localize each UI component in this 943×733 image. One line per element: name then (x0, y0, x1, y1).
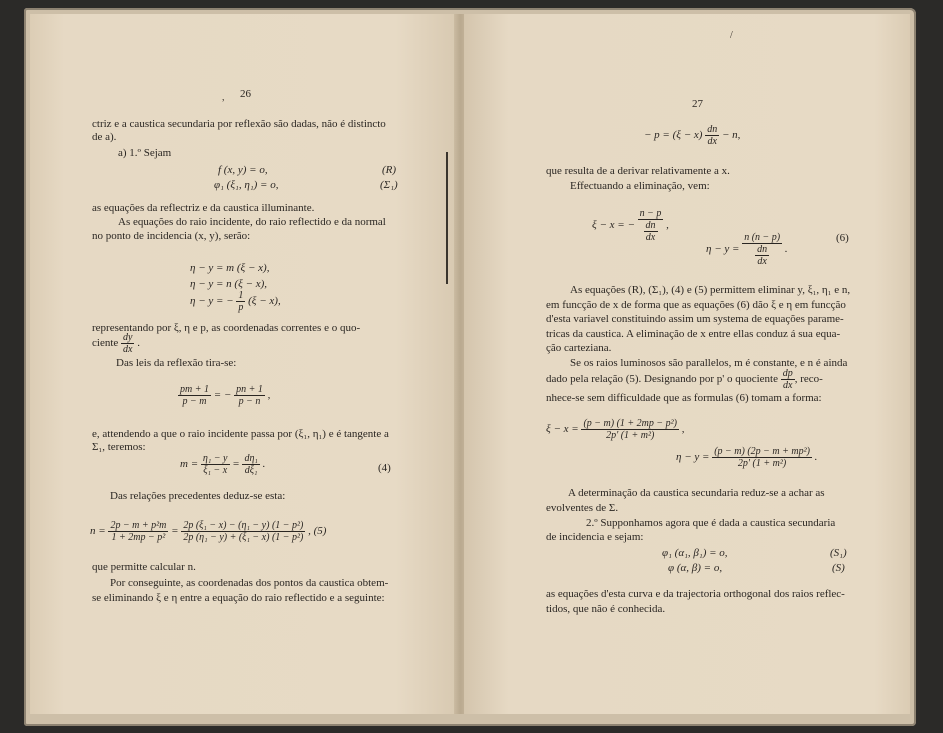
eq-m-den-2: dξ₁ (244, 465, 258, 476)
left-line-7: representando por ξ, η e p, as coordenadas correntes e o quo- (92, 322, 361, 334)
eq-6b-den-num: dn (757, 244, 768, 255)
eq-m-lhs: m = (180, 458, 199, 471)
eq-normal-den: p (238, 302, 244, 313)
left-line-8-text: ciente (92, 337, 119, 350)
eq-n (90, 520, 326, 543)
dydx-num: dy (123, 332, 133, 343)
eq-6b-den (742, 244, 782, 267)
eq-derivada-frac (705, 124, 719, 147)
eq-6a-frac (638, 208, 664, 243)
eq-m-frac-1 (201, 453, 230, 476)
eq-normal-num: 1 (238, 290, 244, 301)
eq-parallel-2-num: (p − m) (2p − m + mp²) (714, 446, 810, 457)
eq-n-eq: = (171, 525, 179, 538)
eq-n-frac-1 (108, 520, 168, 543)
eq-derivada-lhs: − p = (ξ − x) (644, 129, 703, 142)
eq-parallel-1-frac (581, 418, 679, 441)
eq-derivada-num: dn (707, 124, 718, 135)
eq-6a-den-den: dx (645, 232, 656, 243)
left-line-10: e, attendendo a que o raio incidente passa por (ξ₁, η₁) e é tangente a (92, 428, 389, 440)
left-line-5: As equações do raio incidente, do raio reflectido e da normal (118, 216, 386, 228)
left-line-6: no ponto de incidencia (x, y), serão: (92, 230, 251, 242)
eq-n-tag: , (5) (308, 525, 327, 538)
refl-num-2: pn + 1 (236, 384, 263, 395)
right-line-12: evolventes de Σ. (546, 502, 619, 514)
right-line-9-tail: , reco- (794, 373, 823, 386)
eq-normal-frac (236, 290, 245, 313)
eq-6b-num: n (n − p) (744, 232, 781, 243)
eq-n-lhs: n = (90, 525, 106, 538)
eq-m-eq: = (232, 458, 240, 471)
eq-n-num-2: 2p (ξ₁ − x) − (η₁ − y) (1 − p²) (183, 520, 304, 531)
dpdx-den: dx (783, 380, 793, 391)
left-line-14: Por conseguinte, as coordenadas dos pontos da caustica obtem- (110, 577, 389, 589)
refl-num-1: pm + 1 (180, 384, 209, 395)
eq-m: m = $\frac{\text{η₁ − y}}{\text{ξ₁ − x}}$ = $\frac{\text{dη₁}}{\text{dξ₁}}$ . (180, 453, 266, 476)
eq-6-tag: (6) (836, 232, 849, 244)
eq-parallel-2-lhs: η − y = (676, 451, 710, 464)
left-line-13: que permitte calcular n. (92, 561, 196, 573)
eq-parallel-1-den: 2p' (1 + m²) (606, 430, 655, 441)
eq-derivada-rhs: − n, (721, 129, 741, 142)
right-page-number: 27 (692, 98, 703, 110)
refl-frac-1 (178, 384, 211, 407)
eq-raio-incidente: η − y = m (ξ − x), (190, 262, 270, 274)
eq-caustica-tag: (Σ₁) (380, 179, 398, 191)
right-line-3: As equações (R), (Σ₁), (4) e (5) permittem eliminar y, ξ₁, η₁ e n, (570, 284, 851, 296)
eq-parallel-1-lhs: ξ − x = (546, 423, 579, 436)
left-line-4: as equações da reflectriz e da caustica illuminante. (92, 202, 315, 214)
eq-s1: φ₁ (α₁, β₁) = o, (662, 547, 728, 559)
speck: / (730, 30, 733, 41)
eq-m-num-1: η₁ − y (202, 453, 228, 464)
left-page-number: 26 (240, 88, 251, 100)
right-line-9-text: dado pela relação (5). Designando por p' o quociente (546, 373, 778, 386)
eq-6b-lhs: η − y = (706, 243, 740, 256)
eq-m-tag: (4) (378, 462, 391, 474)
right-line-1: que resulta de a derivar relativamente a x. (546, 165, 730, 177)
left-line-1: ctriz e a caustica secundaria por reflexão são dadas, não é distincto (92, 118, 386, 130)
right-line-8: Se os raios luminosos são parallelos, m é constante, e n é ainda (570, 357, 848, 369)
eq-6a-num: n − p (639, 208, 662, 219)
eq-reflectriz: f (x, y) = o, (218, 164, 268, 176)
right-line-15: as equações d'esta curva e da trajectoria orthogonal dos raios reflec- (546, 588, 845, 600)
eq-6a-den-num: dn (645, 220, 656, 231)
left-line-12: Das relações precedentes deduz-se esta: (110, 490, 286, 502)
eq-s1-tag: (S₁) (830, 547, 847, 559)
eq-parallel-2-den: 2p' (1 + m²) (737, 458, 787, 469)
eq-normal-rhs: (ξ − x), (248, 295, 281, 308)
right-line-16: tidos, que não é conhecida. (546, 603, 666, 615)
eq-6b-den-den: dx (757, 256, 767, 267)
refl-den-1: p − m (182, 396, 207, 407)
eq-n-frac-2 (181, 520, 305, 543)
eq-caustica: φ₁ (ξ₁, η₁) = o, (214, 179, 279, 191)
eq-6a: ξ − x = − n − p $\frac{dn}{dx}$ , (592, 208, 669, 243)
eq-parallel-1-num: (p − m) (1 + 2mp − p²) (583, 418, 677, 429)
speck: , (222, 92, 225, 103)
left-line-8: ciente $\frac{dy}{dx}$ . (92, 332, 140, 355)
refl-frac-2 (234, 384, 265, 407)
eq-normal (190, 290, 281, 313)
eq-s: φ (α, β) = o, (668, 562, 723, 574)
eq-reflexao: $\frac{pm + 1}{p - m}$ = − $\frac{pn + 1}{p - n}$ , (180, 384, 271, 407)
eq-m-den-1: ξ₁ − x (203, 465, 228, 476)
eq-6b-den-frac (755, 244, 769, 267)
dpdx-frac (781, 368, 795, 391)
eq-n-den-2: 2p (η₁ − y) + (ξ₁ − x) (1 − p²) (183, 532, 304, 543)
eq-raio-reflectido: η − y = n (ξ − x), (190, 278, 268, 290)
refl-den-2: p − n (238, 396, 261, 407)
eq-reflectriz-tag: (R) (382, 164, 397, 176)
eq-s-tag: (S) (832, 562, 845, 574)
right-line-2: Effectuando a eliminação, vem: (570, 180, 710, 192)
right-line-9 (546, 368, 823, 391)
right-line-10: nhece-se sem difficuldade que as formulas (6) tomam a forma: (546, 392, 822, 404)
eq-parallel-2-frac (712, 446, 812, 469)
eq-parallel-2: η − y = $\frac{\text{(p − m) (2p − m + mp²)}}{\text{2p' (1 + m²)}}$ . (676, 446, 818, 469)
left-line-3: a) 1.º Sejam (118, 147, 172, 159)
eq-normal-lhs: η − y = − (190, 295, 234, 308)
right-line-11: A determinação da caustica secundaria reduz-se a achar as (568, 487, 825, 499)
left-line-2: de a). (92, 131, 117, 143)
right-line-5: d'esta variavel constituindo assim um systema de equações parame- (546, 313, 844, 325)
left-line-9: Das leis da reflexão tira-se: (116, 357, 237, 369)
eq-6b: η − y = n (n − p) $\frac{dn}{dx}$ . (706, 232, 788, 267)
dydx-frac (121, 332, 134, 355)
eq-m-num-2: dη₁ (244, 453, 258, 464)
eq-m-frac-2 (242, 453, 259, 476)
dydx-den: dx (123, 344, 133, 355)
gutter-line (446, 152, 448, 284)
eq-6a-lhs: ξ − x = − (592, 219, 635, 232)
right-line-4: em funcção de x de forma que as equações (6) dão ξ e η em funcção (546, 299, 846, 311)
eq-n-num-1: 2p − m + p²m (110, 520, 167, 531)
left-line-11: Σ₁, teremos: (92, 441, 146, 453)
dpdx-num: dp (782, 368, 793, 379)
refl-mid: = − (213, 389, 232, 402)
eq-parallel-1: ξ − x = $\frac{\text{(p − m) (1 + 2mp − p²)}}{\text{2p' (1 + m²)}}$ , (546, 418, 685, 441)
eq-6b-frac (742, 232, 782, 267)
eq-n-den-1: 1 + 2mp − p² (111, 532, 166, 543)
right-line-14: de incidencia e sejam: (546, 531, 644, 543)
left-line-15: se eliminando ξ e η entre a equação do raio reflectido e a seguinte: (92, 592, 385, 604)
eq-6a-den (638, 220, 664, 243)
eq-derivada-den: dx (707, 136, 717, 147)
right-line-6: tricas da caustica. A eliminação de x entre ellas conduz á sua equa- (546, 328, 841, 340)
eq-6a-den-frac (644, 220, 658, 243)
right-line-7: ção carteziana. (546, 342, 612, 354)
eq-derivada (644, 124, 740, 147)
right-line-13: 2.º Supponhamos agora que é dada a caustica secundaria (586, 517, 836, 529)
